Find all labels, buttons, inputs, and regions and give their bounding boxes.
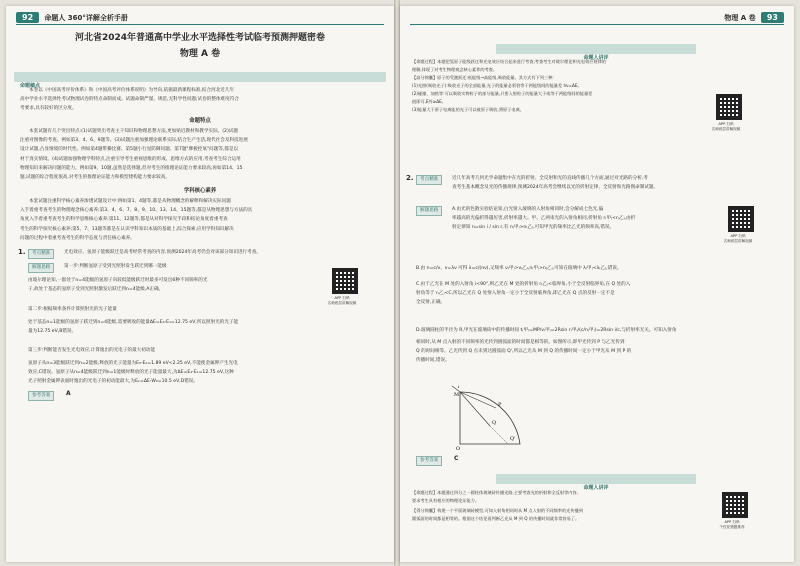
q1-step2-title: 第二步:根据频率条件计算照射光的光子能量 (28, 307, 117, 312)
qr-caption-line: 名师底层讲解视频 (723, 239, 753, 243)
review-line: 【命题过程】本题把氢原子能级跃迁和光电效应结合起来进行考查,考查考生对玻尔理论和光电效应规律的 (412, 59, 606, 64)
label-q-prime: Q' (510, 436, 516, 442)
q1-answer: A (66, 390, 71, 397)
step3-line: 光子照射金属钾表面时逸出的光电子的初动能最大,为Eₖ=ΔE-W₀=10.5 eV,D错误。 (28, 379, 199, 385)
q2-topic-tag: 考点精准 (416, 175, 442, 185)
q2-option-d (416, 324, 784, 366)
option-d-line: Q 的时间相等。乙光传到 Q 点未到达圆弧面 Q',所以乙光从 M 到 Q 的传播时间一定小于甲光从 M 到 P 的 (416, 349, 632, 355)
qr-code-icon[interactable] (332, 268, 358, 294)
step3-line: 氢原子从n=3能级跃迁到n=2能级,释放的光子能量为E₃-E₂=1.89 eV<2.25 eV,不能使金属钾产生光电 (28, 361, 238, 366)
qr-caption-line: APP 扫码 (724, 520, 740, 524)
review-line: (3)能量大于原子电离能的光子可以被原子吸收,将原子电离。 (412, 107, 524, 112)
qr-caption-line: 个性化错题推荐 (719, 525, 745, 529)
question-2-number: 2. (406, 174, 414, 182)
right-page (400, 6, 794, 562)
question-1-number: 1. (18, 248, 26, 256)
qr-caption-line: 名师底层讲解视频 (327, 301, 357, 305)
step3-line: 效应,C错误。氢原子从n=4能级跃迁到n=1能级时释放的光子能量最大,为ΔE=E₄-E₁=12.75 eV,这种 (28, 370, 234, 376)
literacy-line: 角度入手着重考查考生的科学思维核心素养;第11、12题等,都是从对科学探究手段和结论角度着重考查 (20, 217, 228, 223)
option-a-line: A.由光的色散实验结论知,白光射入玻璃的入射角相同时,会分解成七色光,偏 (452, 207, 604, 212)
qr-caption (706, 122, 746, 132)
option-c-line: 全反射,正确。 (416, 300, 446, 306)
q2-option-b: B.由 n=c/v、v=λν 可得 λ=c/(nν),又频率 ν₍甲₎>ν₍乙₎,n₍甲₎>n₍乙₎,可知在玻璃中 λ₍甲₎<λ₍乙₎,错误。 (416, 266, 622, 271)
review2-line: 要求考生具有相应的物理论证能力。 (412, 498, 480, 503)
header-rule-left (16, 24, 384, 25)
step1-line: 子,故处于基态的氢原子受到光照射激发后跃迁到n=4能级,A正确。 (28, 287, 164, 293)
qr-code-icon[interactable] (722, 492, 748, 518)
option-d-line: 传播时间,错误。 (416, 358, 450, 364)
step1-line: 由玻尔理论知,一群处于n=4能级的氢原子向较低能级跃迁时最多可发出6种不同频率的光 (28, 278, 208, 283)
intro-line: 考要求,具有较好的区分度。 (20, 106, 77, 112)
section-intro-label: 命题稿点 (20, 83, 41, 89)
option-d-line: D.玻璃圆柱的半径为 R,甲光在玻璃砖中的传播时间 t₍甲₎=MP/v₍甲₎=2Rsin r₍甲₎/(c/n₍甲₎)=2Rsin i/c,与折射率无关。可知入射角 (416, 328, 677, 333)
intro-line: 高中学业水平选择性考试物理试卷的特点命制而成。试题命制严谨、规范,无科学性问题;试卷的整体难度符合 (20, 97, 239, 103)
step2-line: 量为12.75 eV,B错误。 (28, 329, 77, 335)
q2-analysis-tag: 解题思路 (416, 206, 442, 216)
review-bar-label-2: 命题人讲评 (583, 485, 609, 491)
heading-features: 命题特点 (189, 118, 211, 124)
qr-caption (712, 520, 752, 530)
paper-subtitle: 物理 A 卷 (179, 49, 221, 59)
qr-code-icon[interactable] (728, 206, 754, 232)
q2-answer: C (454, 455, 459, 462)
feature-line: 本套试题有几个突出特点:(1)试题突出考查主干知识和物理思想方法,更加贴近教材和教学实际。(2)试题 (29, 129, 238, 134)
literacy-paragraph (20, 197, 388, 243)
review-bar-label: 命题人讲评 (583, 55, 609, 61)
q1-step3-body (28, 359, 388, 387)
review2-line: 【命题过程】本题通过四分之一圆柱体玻璃砖传播光路,主要考查光的折射和全反射等内容, (412, 490, 578, 495)
review-block (412, 58, 702, 114)
intro-paragraph (20, 86, 388, 114)
q1-step1-title: 第一步:判断氢原子受到光照射发生跃迁到哪一能级 (64, 264, 167, 269)
intro-line: 本卷以《中国高考评价体系》和《中国高考评价体系说明》为导向,依据最新课程标准,结合河北近几年 (29, 88, 235, 93)
review-line: 值即可,E外≥ΔE。 (412, 99, 446, 104)
review-line: 理解,体现了对考生物理观念核心素养的考查。 (412, 67, 498, 72)
literacy-line: 本套试题注重科学核心素养渗透试题设计中:例如第1、4题等,都是从物理概念的解释和解决实际问题 (29, 199, 231, 204)
right-header (724, 12, 784, 23)
feature-line: 物理知识来解决问题的能力。例如第9、10题,虽然是选择题,但对考生的推理论证能力要求较高;再如第14、15 (20, 165, 243, 171)
label-m: M (454, 392, 460, 398)
q2-option-c (416, 280, 784, 308)
optics-diagram (450, 384, 540, 454)
review-block-2 (412, 489, 712, 523)
ray-extension (490, 426, 508, 444)
section-bar-intro (14, 72, 386, 89)
feature-line: 设计试题,凸显情境的时代性。例如第4题带操比赛、第5题小行星防御问题、第7题"摩板控氧"问题等,都是以 (20, 147, 239, 153)
label-o: O (456, 446, 461, 452)
qr-caption (718, 234, 758, 244)
header-title-right: 物理 A 卷 (724, 14, 756, 22)
qr-caption-line: 名师底层讲解视频 (711, 127, 741, 131)
review2-line: 圆弧面的时间都是相等的。根据这个结论再判断乙光从 M 到 Q 的传播时间就非常容易了。 (412, 516, 580, 521)
q1-step1-body (28, 276, 318, 294)
label-i: i (458, 384, 460, 389)
header-title-left: 命题人 360°详解全析手册 (44, 14, 128, 22)
option-a-line: 率越高的光偏折得越厉害,折射率越大。甲、乙两束光的入射角相同,折射角 r₍甲₎<r₍乙₎,由折 (452, 216, 636, 222)
page-number-left: 92 (16, 12, 39, 23)
q1-topic-text: 光电效应、氢原子能级跃迁是高考经常考查的内容,预测2024年高考仍会对该部分知识进行考查。 (64, 250, 261, 255)
option-d-line: 相同时,从 M 点入射的不同频率的光传到圆弧面的时间都是相等的。如图所示,即甲光传到 P 与乙光传到 (416, 340, 625, 345)
page-number-right: 93 (761, 12, 784, 23)
review-line: (1)光照(吸收光子):吸收光子的全部能量,光子的能量必须恰等于两能级间的能量差 hν=ΔE。 (412, 83, 582, 88)
q2-answer-tag: 参考答案 (416, 456, 442, 466)
q2-line: 查考生基本概念及光的传播规律,预测2024年高考会继续以光的折射定律、全反射和光路图命制试题。 (452, 185, 659, 191)
q2-option-a (452, 205, 712, 233)
q1-analysis-tag: 解题思路 (28, 263, 54, 273)
section-bar-review (496, 44, 696, 61)
q2-line: 近几年高考几何光学命题集中在光的折射、全反射和光的直线传播几个方面,通过对光路的分析,考 (452, 176, 648, 181)
feature-line: 材于真实情境。(4)试题加强物理学科特点,注重引导考生重视思维的形成、思维方式的应用,考查考生综合运用 (20, 156, 241, 162)
q1-topic-tag: 考点精准 (28, 249, 54, 259)
feature-line: 注重对图像的考查。例如第3、4、6、9题等。(3)试题注重加强理论联系实际,结合生产生活,现代社会及科技进展 (20, 138, 248, 144)
option-a-line: 射定律知 n=sin i / sin r,有 n₍甲₎>n₍乙₎,可知甲光的频率比乙光的频率高,错误。 (452, 225, 615, 231)
document-title: 河北省2024年普通高中学业水平选择性考试临考预测押题密卷 (74, 33, 326, 43)
qr-caption-line: APP 扫码 (334, 296, 350, 300)
left-header (16, 12, 128, 23)
qr-caption-line: APP 扫码 (730, 234, 746, 238)
step2-line: 处于基态n=1能级的氢原子跃迁到n=4能级,需要吸收的能量ΔE=E₄-E₁=12.75 eV,所以照射光的光子能 (28, 320, 239, 325)
left-page (6, 6, 394, 562)
literacy-line: 入手着重考查考生的物理观念核心素养;第3、4、6、7、8、9、10、13、14、15题等,都是从物理思想与方法的具 (20, 208, 253, 214)
qr-caption-line: APP 扫码 (718, 122, 734, 126)
qr-code-icon[interactable] (716, 94, 742, 120)
option-c-line: 射角等于 r₍乙₎<C,所以乙光在 Q 处射入射角一定小于全反射临界角,即乙光在 Q 点的反射一定不是 (416, 291, 615, 297)
label-q: Q (492, 420, 497, 426)
feature-line: 题,试题的综合程度很高,对考生的推理论证能力和模型建构能力要求较高。 (20, 175, 170, 181)
section-bar-review-2 (496, 474, 696, 491)
review-line: 【高分锦囊】原子的受激跃迁:低能级→高能级,吸收能量。其方式有下列三种: (412, 75, 554, 80)
literacy-line: 考生的科学探究核心素养;第5、7、13题等都是在认识学科知识本质的基础上,综合探索,应用学科知识解决 (20, 226, 234, 232)
q2-topic-text (452, 174, 786, 192)
q1-step3-title: 第三步:判断能否发生光电效应,计算逸出的光电子的最大初动能 (28, 348, 156, 353)
review-line: (2)碰撞、加热等:可以吸收实物粒子的部分能量,只要入射粒子的能量大于或等于两能级间的能量差 (412, 91, 593, 96)
option-c-line: C.由于乙光在 M 处的入射角 i<90°,则乙光在 M 处的折射角 r₍乙₎<临界角,小于全反射临界角,在 Q 处的入 (416, 282, 631, 287)
header-rule-right (410, 24, 784, 25)
features-paragraph (20, 127, 388, 182)
review2-line: 【得分锦囊】构建一个平面玻璃砖模型,可知入射角相同时从 M 点入射的不同频率的光传播到 (412, 508, 583, 513)
q1-answer-tag: 参考答案 (28, 391, 54, 401)
label-p: P (498, 402, 502, 408)
literacy-line: 问题的过程中着重考查考生的科学态度与责任核心素养。 (20, 235, 135, 241)
heading-literacy: 学科核心素养 (183, 188, 217, 194)
q1-step2-body (28, 318, 388, 336)
